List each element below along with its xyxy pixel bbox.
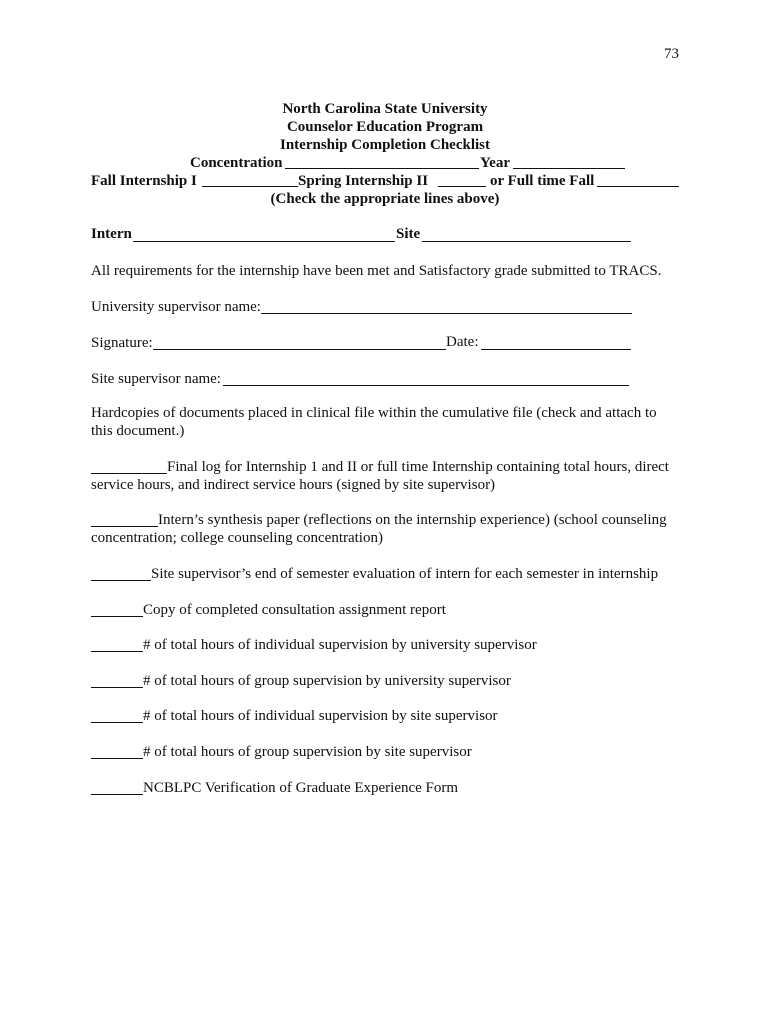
checklist-item-group-site-hours: # of total hours of group supervision by site supervisor xyxy=(143,744,472,760)
signature-label: Signature: xyxy=(91,335,153,351)
signature-field[interactable] xyxy=(153,336,446,350)
check-line-indiv-univ-hours[interactable] xyxy=(91,638,143,652)
check-line-ncblpc-form[interactable] xyxy=(91,781,143,795)
hardcopies-instructions: Hardcopies of documents placed in clinical file within the cumulative file (check and attach to this document.) xyxy=(91,405,657,439)
fulltime-fall-field[interactable] xyxy=(597,173,679,187)
intern-field[interactable] xyxy=(133,228,395,242)
checklist-item-final-log: Final log for Internship 1 and II or full time Internship containing total hours, direct service hours, and indirect service hours (signed by site supervisor) xyxy=(91,459,669,493)
form-title: Internship Completion Checklist xyxy=(279,137,491,153)
site-field[interactable] xyxy=(422,228,631,242)
checklist-item-synthesis-paper: Intern’s synthesis paper (reflections on the internship experience) (school counseling concentration; college counseling concentration) xyxy=(91,512,667,546)
concentration-row xyxy=(0,154,770,172)
program-name: Counselor Education Program xyxy=(286,119,484,135)
fall-internship-label: Fall Internship I xyxy=(91,173,197,189)
checklist-item-site-evaluation: Site supervisor’s end of semester evaluation of intern for each semester in internship xyxy=(151,566,659,582)
concentration-label: Concentration xyxy=(190,155,283,171)
year-field[interactable] xyxy=(513,155,625,169)
spring-internship-label: Spring Internship II xyxy=(298,173,429,189)
concentration-field[interactable] xyxy=(285,155,479,169)
check-line-consultation-report[interactable] xyxy=(91,603,143,617)
spring-internship-field[interactable] xyxy=(438,173,486,187)
requirements-statement: All requirements for the internship have been met and Satisfactory grade submitted to TRACS. xyxy=(91,263,662,279)
fall-internship-field[interactable] xyxy=(202,173,298,187)
checklist-item-indiv-univ-hours: # of total hours of individual supervision by university supervisor xyxy=(143,637,537,653)
site-supervisor-label: Site supervisor name: xyxy=(91,371,221,387)
site-supervisor-field[interactable] xyxy=(223,372,629,386)
check-line-indiv-site-hours[interactable] xyxy=(91,709,143,723)
date-label: Date: xyxy=(446,334,479,350)
check-line-site-evaluation[interactable] xyxy=(91,567,151,581)
university-name: North Carolina State University xyxy=(282,101,488,117)
checklist-item-consultation-report: Copy of completed consultation assignment report xyxy=(143,602,446,618)
fulltime-fall-label: or Full time Fall xyxy=(490,173,595,189)
checklist-item-group-univ-hours: # of total hours of group supervision by university supervisor xyxy=(143,673,511,689)
check-line-group-univ-hours[interactable] xyxy=(91,674,143,688)
date-field[interactable] xyxy=(481,336,631,350)
checklist-item-indiv-site-hours: # of total hours of individual supervision by site supervisor xyxy=(143,708,498,724)
intern-label: Intern xyxy=(91,226,132,242)
site-label: Site xyxy=(396,226,421,242)
university-supervisor-field[interactable] xyxy=(261,300,632,314)
university-supervisor-label: University supervisor name: xyxy=(91,299,261,315)
semester-row xyxy=(0,172,770,190)
form-header xyxy=(0,100,770,208)
checklist-item-ncblpc-form: NCBLPC Verification of Graduate Experience Form xyxy=(143,780,459,796)
check-line-group-site-hours[interactable] xyxy=(91,745,143,759)
year-label: Year xyxy=(480,155,510,171)
check-note: (Check the appropriate lines above) xyxy=(270,191,500,207)
page-number: 73 xyxy=(664,46,679,62)
